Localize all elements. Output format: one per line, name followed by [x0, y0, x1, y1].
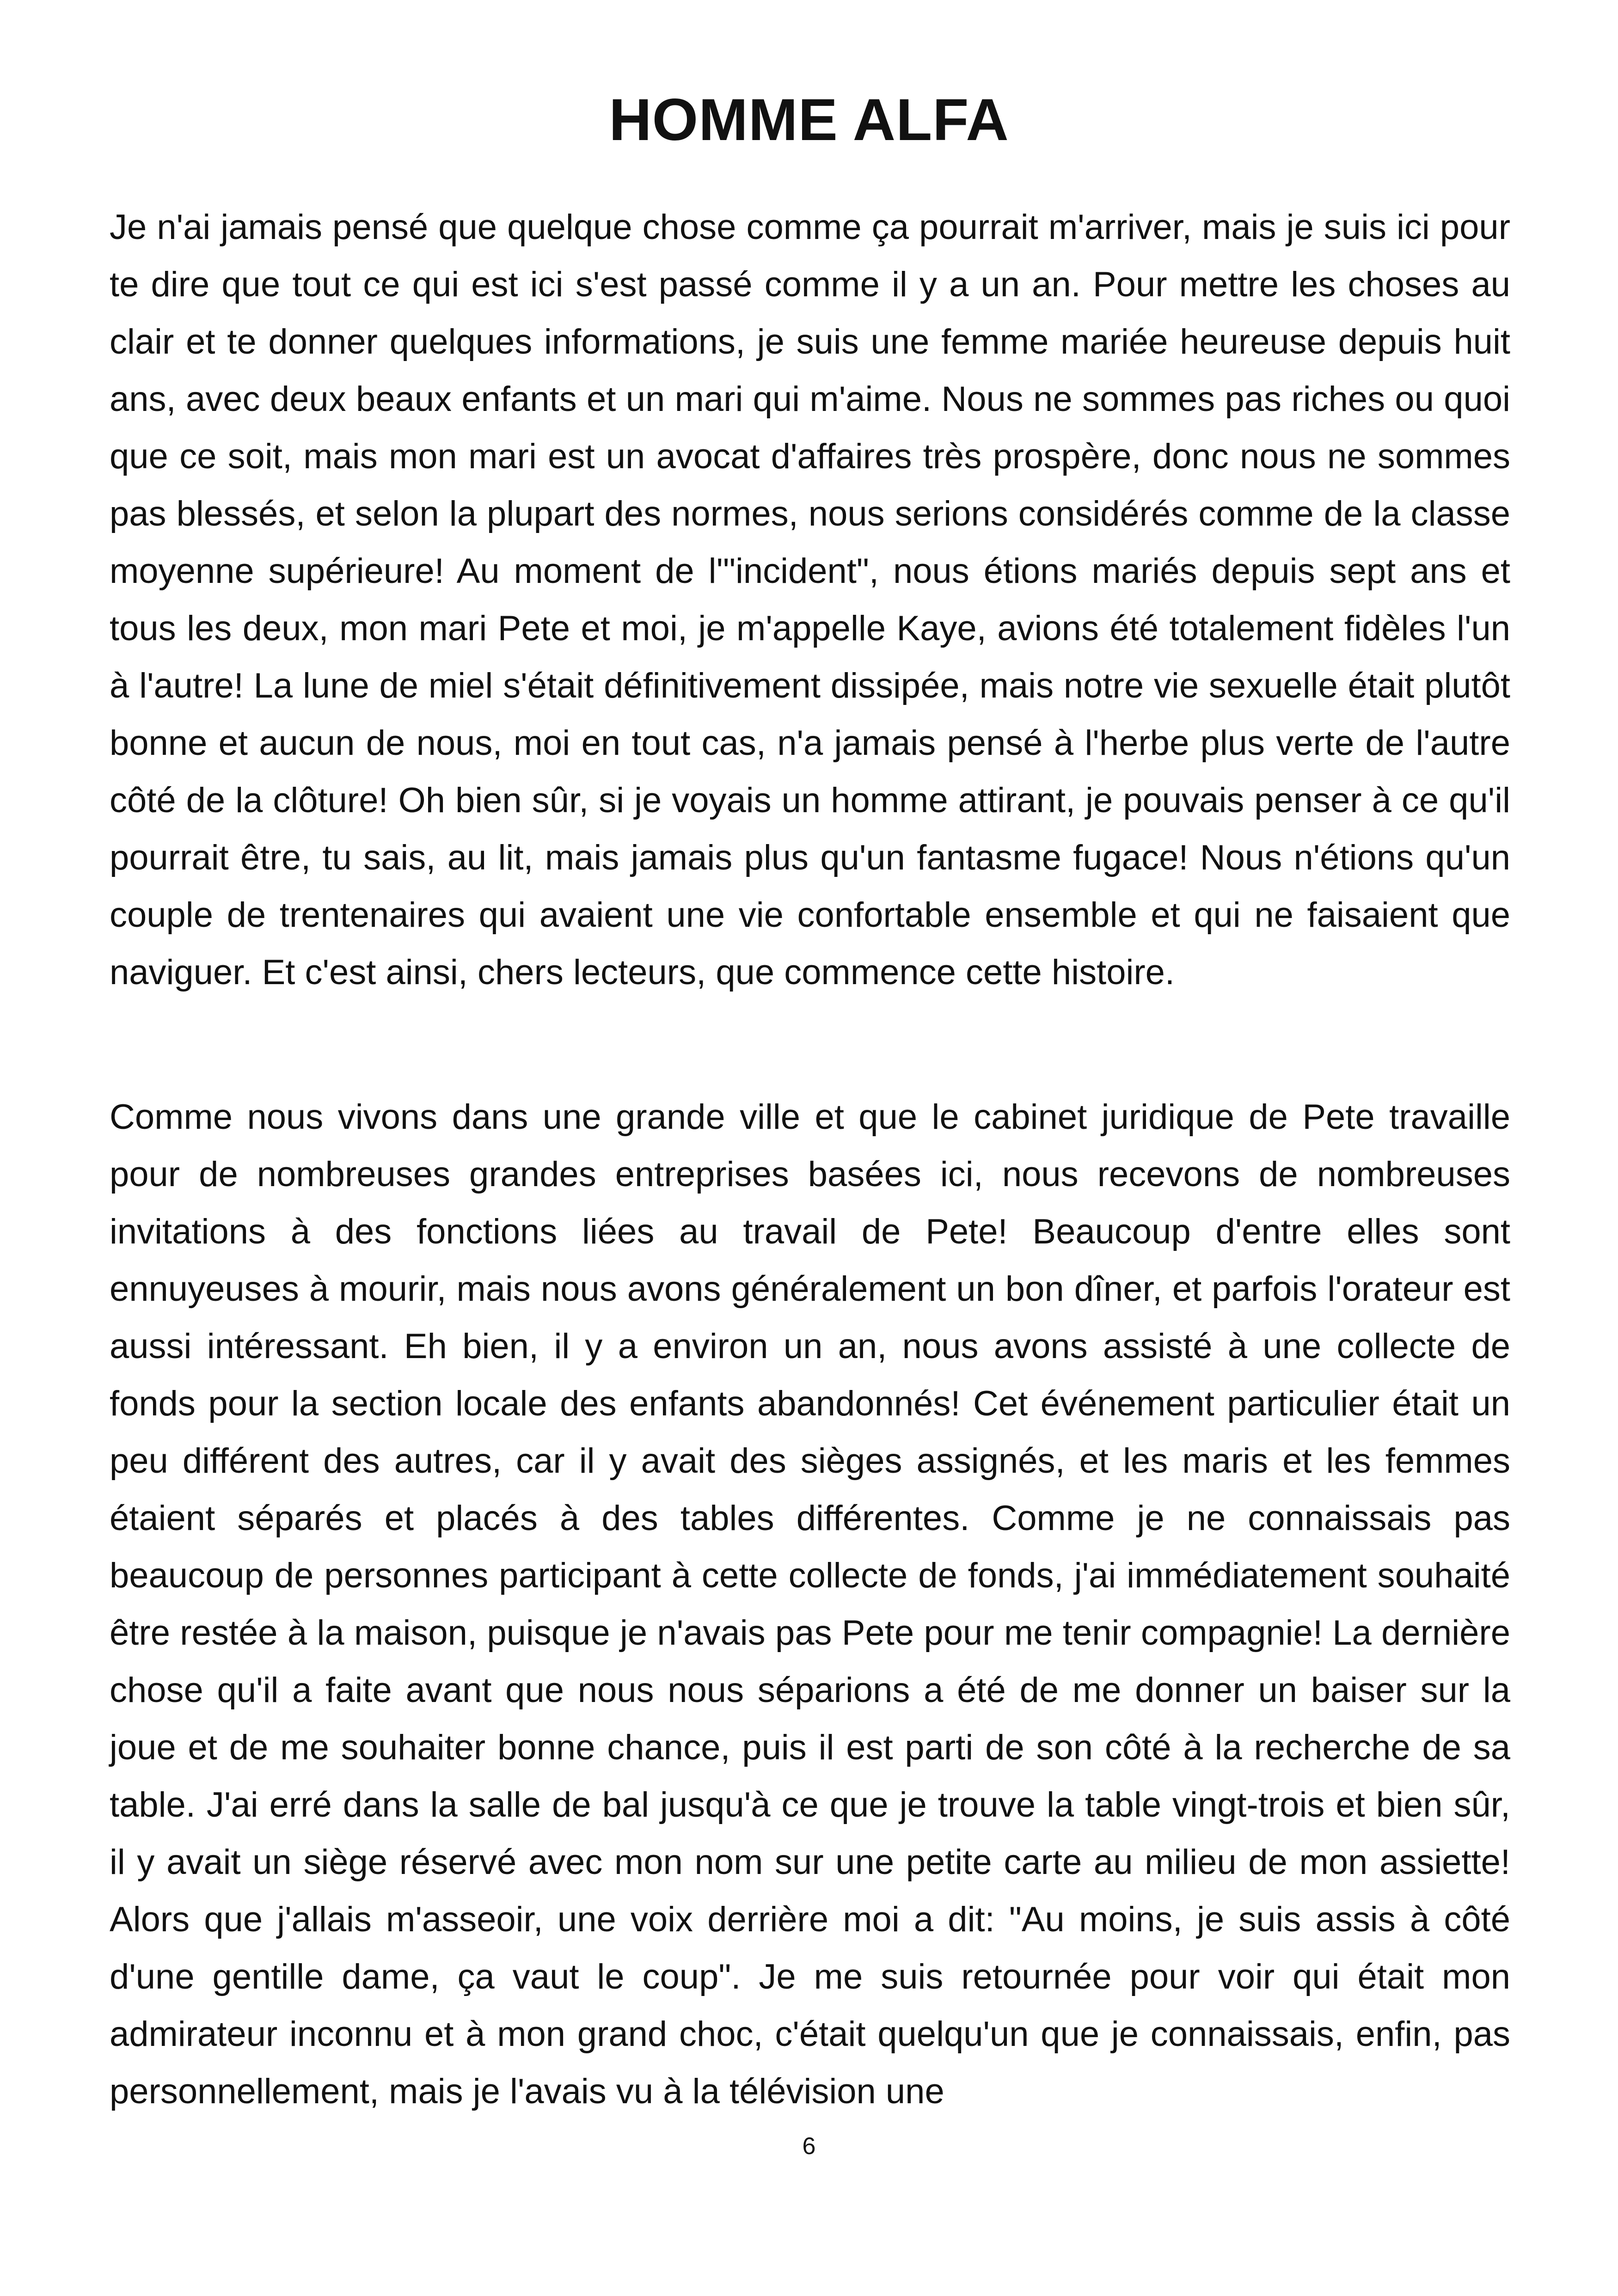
page-title: HOMME ALFA — [609, 87, 1009, 153]
paragraph-2: Comme nous vivons dans une grande ville et que le cabinet juridique de Pete travaille pour de nombreuses grandes entreprises basées ici, nous recevons de nombreuses invitations à des fonctions liées au travail de Pete! Beaucoup d'entre elles sont ennuyeuses à mourir, mais nous avons généralement un bon dîner, et parfois l'orateur est aussi intéressant. Eh bien, il y a environ un an, nous avons assisté à une collecte de fonds pour la section locale des enfants abandonnés! Cet événement particulier était un peu différent des autres, car il y avait des sièges assignés, et les maris et les femmes étaient séparés et placés à des tables différentes. Comme je ne connaissais pas beaucoup de personnes participant à cette collecte de fonds, j'ai immédiatement souhaité être restée à la maison, puisque je n'avais pas Pete pour me tenir compagnie! La dernière chose qu'il a faite avant que nous nous séparions a été de me donner un baiser sur la joue et de me souhaiter bonne chance, puis il est parti de son côté à la recherche de sa table. J'ai erré dans la salle de bal jusqu'à ce que je trouve la table vingt-trois et bien sûr, il y avait un siège réservé avec mon nom sur une petite carte au milieu de mon assiette! Alors que j'allais m'asseoir, une voix derrière moi a dit: "Au moins, je suis assis à côté d'une gentille dame, ça vaut le coup". Je me suis retournée pour voir qui était mon admirateur inconnu et à mon grand choc, c'était quelqu'un que je connaissais, enfin, pas personnellement, mais je l'avais vu à la télévision une — [110, 1097, 1510, 2111]
page-number: 6 — [802, 2133, 816, 2160]
paragraph-1: Je n'ai jamais pensé que quelque chose comme ça pourrait m'arriver, mais je suis ici pour te dire que tout ce qui est ici s'est passé comme il y a un an. Pour mettre les choses au clair et te donner quelques informations, je suis une femme mariée heureuse depuis huit ans, avec deux beaux enfants et un mari qui m'aime. Nous ne sommes pas riches ou quoi que ce soit, mais mon mari est un avocat d'affaires très prospère, donc nous ne sommes pas blessés, et selon la plupart des normes, nous serions considérés comme de la classe moyenne supérieure! Au moment de l'"incident", nous étions mariés depuis sept ans et tous les deux, mon mari Pete et moi, je m'appelle Kaye, avions été totalement fidèles l'un à l'autre! La lune de miel s'était définitivement dissipée, mais notre vie sexuelle était plutôt bonne et aucun de nous, moi en tout cas, n'a jamais pensé à l'herbe plus verte de l'autre côté de la clôture! Oh bien sûr, si je voyais un homme attirant, je pouvais penser à ce qu'il pourrait être, tu sais, au lit, mais jamais plus qu'un fantasme fugace! Nous n'étions qu'un couple de trentenaires qui avaient une vie confortable ensemble et qui ne faisaient que naviguer. Et c'est ainsi, chers lecteurs, que commence cette histoire. — [110, 208, 1510, 992]
